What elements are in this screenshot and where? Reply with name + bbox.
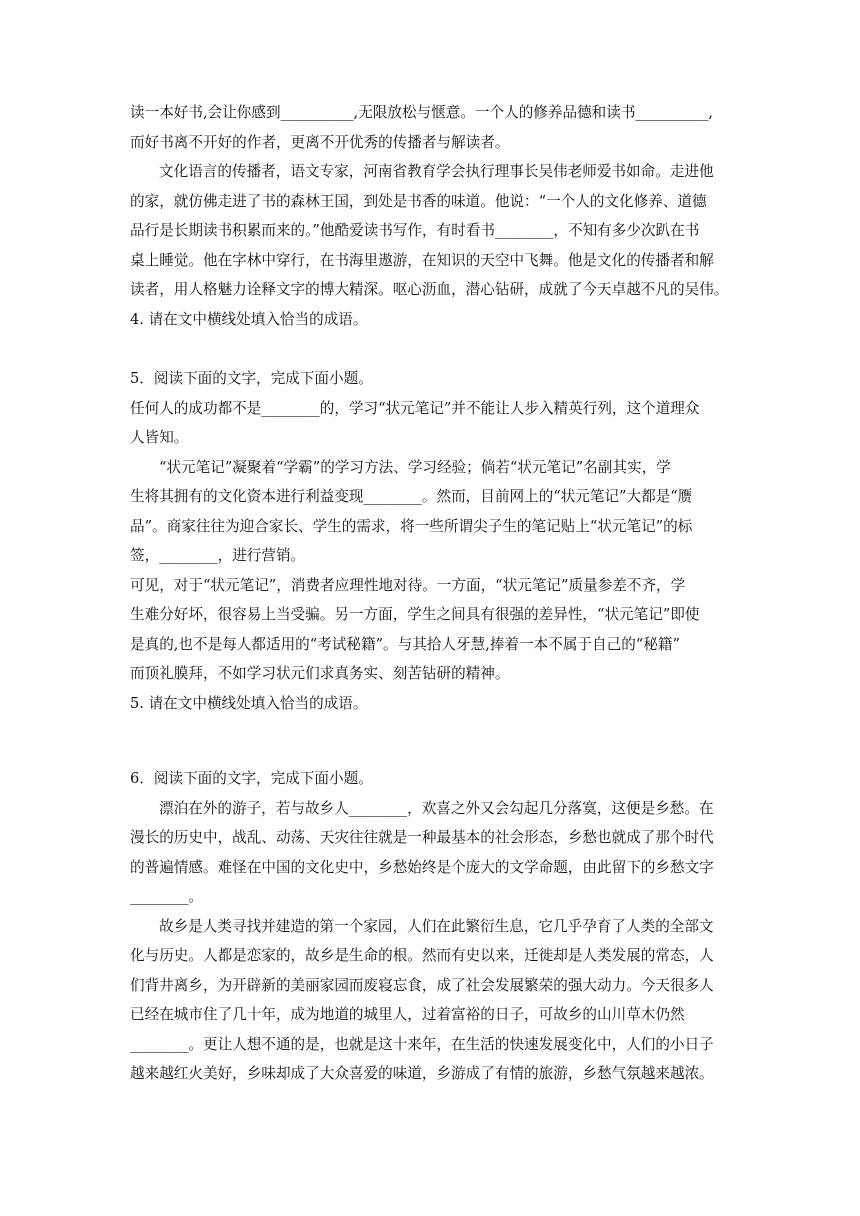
text-line: 可见，对于“状元笔记”，消费者应理性地对待。一方面，“状元笔记”质量参差不齐，学 (130, 576, 686, 594)
text-line: 漫长的历史中，战乱、动荡、天灾往往就是一种最基本的社会形态，乡愁也就成了那个时代 (130, 829, 714, 846)
question-heading: 6．阅读下面的文字，完成下面小题。 (130, 770, 373, 787)
passage-4 (130, 98, 740, 334)
text-line: 漂泊在外的游子，若与故乡人________，欢喜之外又会勾起几分落寞，这便是乡愁。在 (159, 799, 714, 817)
text-line: 品”。商家往往为迎合家长、学生的需求，将一些所谓尖子生的笔记贴上“状元笔记”的标 (130, 517, 693, 535)
text-line: 生将其拥有的文化资本进行利益变现________。然而，目前网上的“状元笔记”大都是“赝 (130, 488, 693, 505)
text-line: “状元笔记”凝聚着“学霸”的学习方法、学习经验；倘若“状元笔记”名副其实，学 (159, 458, 671, 476)
text-line: 品行是长期读书积累而来的。”他酷爱读书写作，有时看书________，不知有多少次趴在书 (130, 222, 700, 239)
text-line: ________。 (130, 888, 203, 905)
text-line: 生难分好坏，很容易上当受骗。另一方面，学生之间具有很强的差异性，“状元笔记”即使 (130, 606, 700, 623)
text-line: 而好书离不开好的作者，更离不开优秀的传播者与解读者。 (130, 133, 510, 151)
text-line: 已经在城市住了几十年，成为地道的城里人，过着富裕的日子，可故乡的山川草木仍然 (130, 1006, 685, 1023)
text-line: ________。更让人想不通的是，也就是这十来年，在生活的快速发展变化中，人们的小日子 (130, 1035, 714, 1053)
text-line: 桌上睡觉。他在字林中穿行，在书海里遨游，在知识的天空中飞舞。他是文化的传播者和解 (130, 251, 714, 269)
text-line: 签，________，进行营销。 (130, 547, 306, 564)
text-line: 读者，用人格魅力诠释文字的博大精深。呕心沥血，潜心钻研，成就了今天卓越不凡的吴伟。 (130, 281, 729, 298)
text-line: 越来越红火美好，乡味却成了大众喜爱的味道，乡游成了有情的旅游，乡愁气氛越来越浓。 (130, 1065, 714, 1082)
document-page (130, 98, 740, 1089)
text-line: 文化语言的传播者，语文专家，河南省教育学会执行理事长吴伟老师爱书如命。走进他 (159, 163, 714, 180)
text-line: 的家，就仿佛走进了书的森林王国，到处是书香的味道。他说：“一个人的文化修养、道德 (130, 192, 707, 210)
text-line: 任何人的成功都不是________的，学习“状元笔记”并不能让人步入精英行列，这个道理众 (130, 399, 700, 417)
text-line: 读一本好书,会让你感到__________,无限放松与惬意。一个人的修养品德和读书__________, (130, 104, 714, 121)
text-line: 人皆知。 (130, 429, 189, 446)
text-line: 们背井离乡，为开辟新的美丽家园而废寝忘食，成了社会发展繁荣的强大动力。今天很多人 (130, 976, 714, 994)
text-line: 而顶礼膜拜，不如学习状元们求真务实、刻苦钻研的精神。 (130, 665, 510, 682)
text-line: 化与历史。人都是恋家的，故乡是生命的根。然而有史以来，迁徙却是人类发展的常态，人 (130, 947, 714, 964)
text-line: 的普遍情感。难怪在中国的文化史中，乡愁始终是个庞大的文学命题，由此留下的乡愁文字 (130, 858, 714, 876)
question-5 (130, 364, 740, 718)
text-line: 是真的,也不是每人都适用的“考试秘籍”。与其拾人牙慧,捧着一本不属于自己的“秘籍” (130, 635, 680, 653)
question-heading: 5．阅读下面的文字，完成下面小题。 (130, 370, 373, 387)
text-line: 故乡是人类寻找并建造的第一个家园，人们在此繁衍生息，它几乎孕育了人类的全部文 (159, 917, 714, 935)
question-prompt: 4. 请在文中横线处填入恰当的成语。 (130, 310, 368, 328)
question-6 (130, 764, 740, 1089)
question-prompt: 5. 请在文中横线处填入恰当的成语。 (130, 694, 368, 712)
